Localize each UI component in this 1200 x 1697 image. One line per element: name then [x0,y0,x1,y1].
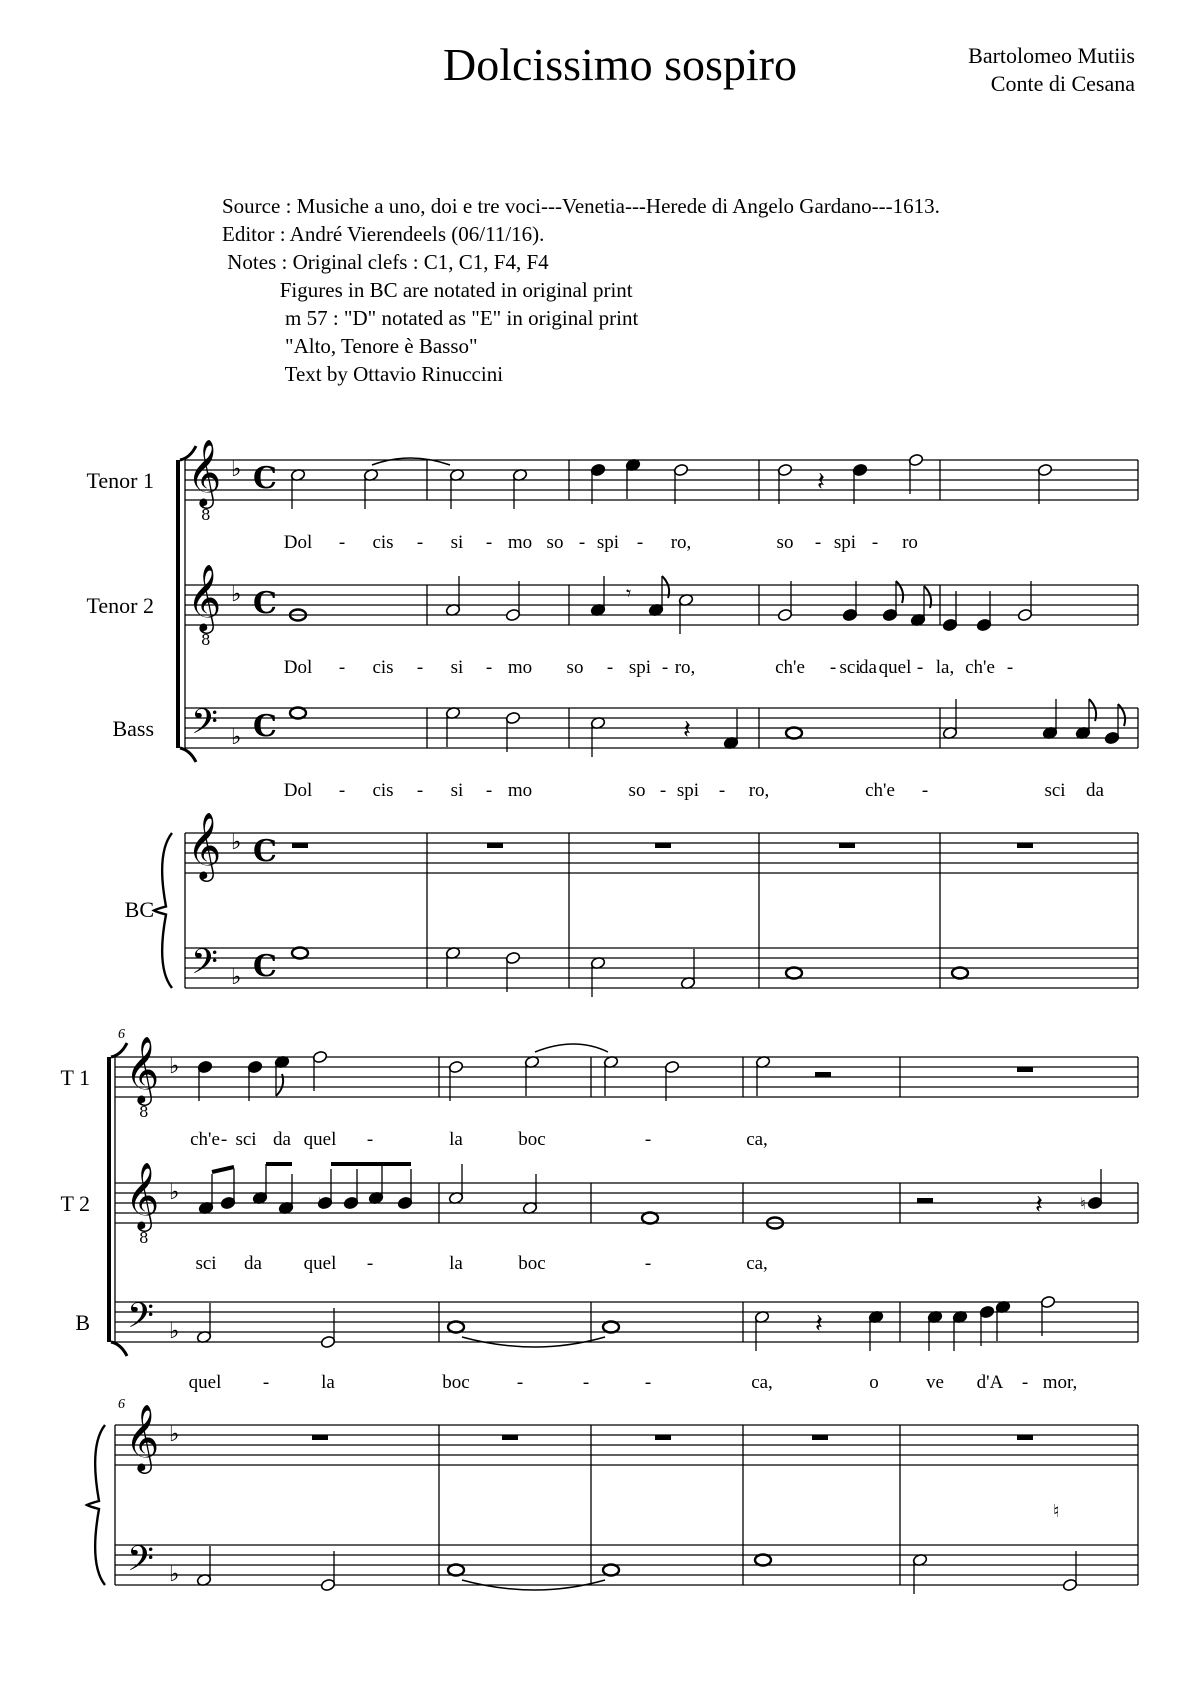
note-flag [896,581,903,603]
lyric-syllable: spi [676,780,700,801]
octave-digit: 8 [139,1229,149,1247]
key-flat: ♭ [231,830,242,855]
score-title: Dolcissimo sospiro [443,39,797,90]
lyric-syllable: spi [628,657,652,678]
whole-rest [839,843,855,848]
lyric-syllable: - [416,780,424,801]
whole-rest [812,1435,828,1440]
lyric-syllable: - [644,1372,652,1393]
octave-digit: 8 [201,506,211,524]
time-signature: C [253,949,277,984]
lyric-syllable: - [485,780,493,801]
bc-brace [87,1425,105,1585]
lyric-syllable: - [829,657,837,678]
key-flat: ♭ [231,725,242,750]
whole-note [786,728,802,739]
part-name: Tenor 1 [86,468,154,493]
part-name: B [75,1310,90,1335]
key-flat: ♭ [231,582,242,607]
lyric-syllable: - [718,780,726,801]
lyric-syllable: mo [507,532,533,553]
treble-clef-icon: 𝄞 [187,438,222,506]
lyric-syllable: Dol [283,532,313,553]
lyric-syllable: Dol [283,657,313,678]
lyric-syllable: - [644,1253,652,1274]
lyric-syllable: sci [195,1253,217,1274]
lyric-syllable: ro, [670,532,692,553]
bass-clef-icon: 𝄢 [127,1538,155,1587]
lyric-syllable: - [644,1129,652,1150]
whole-note [952,968,968,979]
bass-clef-icon: 𝄢 [191,701,219,750]
lyric-syllable: - [921,780,929,801]
lyric-syllable: quel [303,1129,337,1150]
whole-note [292,948,308,959]
figured-bass-natural: ♮ [1053,1501,1060,1522]
whole-note [786,968,802,979]
natural-sign: ♮ [1080,1194,1086,1213]
lyric-syllable: so [546,532,564,553]
lyric-syllable: cis [372,657,394,678]
lyric-syllable: - [661,657,669,678]
natural-sign: ♮ [318,1194,324,1213]
time-signature: C [253,834,277,869]
lyric-syllable: boc [518,1129,546,1150]
treble-clef-icon: 𝄞 [125,1403,160,1471]
notes-line: m 57 : "D" notated as "E" in original print [222,306,639,330]
lyric-syllable: da [1086,780,1104,801]
beam [212,1167,234,1172]
whole-rest [1017,1435,1033,1440]
treble-clef-icon: 𝄞 [187,563,222,631]
lyric-syllable: si [450,532,464,553]
lyric-syllable: ro, [748,780,770,801]
lyric-syllable: si [450,657,464,678]
lyric-syllable: quel [303,1253,337,1274]
lyric-syllable: - [220,1129,228,1150]
part-bracket [107,1057,111,1342]
lyric-syllable: la [449,1129,463,1150]
lyric-syllable: si [450,780,464,801]
whole-note [603,1322,619,1333]
key-flat: ♭ [231,457,242,482]
notes-line: Figures in BC are notated in original print [222,278,633,302]
lyric-syllable: o [869,1372,879,1393]
whole-rest [487,843,503,848]
lyric-syllable: - [582,1372,590,1393]
half-rest [815,1072,831,1077]
part-name: Tenor 2 [86,593,154,618]
lyric-syllable: cis [372,780,394,801]
notes-line: Text by Ottavio Rinuccini [222,362,504,386]
lyric-syllable: - [416,532,424,553]
whole-note [448,1322,464,1333]
lyric-syllable: - [1006,657,1014,678]
lyric-syllable: la [449,1253,463,1274]
lyric-syllable: - [606,657,614,678]
part-name: T 2 [60,1191,90,1216]
lyric-syllable: so [566,657,584,678]
lyric-syllable: ca, [746,1129,768,1150]
lyric-syllable: - [338,780,346,801]
eighth-rest: 𝄾 [626,581,632,605]
lyric-syllable: mor, [1042,1372,1078,1393]
quarter-rest: 𝄽 [815,1309,823,1339]
lyric-syllable: - [366,1129,374,1150]
quarter-rest: 𝄽 [1035,1190,1043,1220]
key-flat: ♭ [169,1562,180,1587]
note-flag [1118,704,1125,726]
lyric-syllable: ro, [674,657,696,678]
quarter-rest: 𝄽 [683,715,691,745]
part-name: Bass [112,716,154,741]
quarter-rest: 𝄽 [817,467,825,497]
bass-clef-icon: 𝄢 [191,941,219,990]
lyric-syllable: ch'e [865,780,895,801]
lyric-syllable: Dol [283,780,313,801]
time-signature: C [253,709,277,744]
lyric-syllable: la [321,1372,335,1393]
composer-title: Conte di Cesana [990,71,1135,96]
whole-note [448,1565,464,1576]
whole-rest [292,843,308,848]
lyric-syllable: spi [833,532,857,553]
whole-rest [655,1435,671,1440]
octave-digit: 8 [139,1103,149,1121]
whole-rest [655,843,671,848]
lyric-syllable: ca, [746,1253,768,1274]
lyric-syllable: spi [596,532,620,553]
lyric-syllable: - [916,657,924,678]
treble-clef-icon: 𝄞 [125,1035,160,1103]
part-name: T 1 [60,1065,90,1090]
key-flat: ♭ [169,1319,180,1344]
key-flat: ♭ [169,1180,180,1205]
lyric-syllable: - [262,1372,270,1393]
measure-number: 6 [118,1397,125,1412]
whole-rest [1017,1067,1033,1072]
lyric-syllable: da [244,1253,262,1274]
octave-digit: 8 [201,631,211,649]
lyric-syllable: ro [902,532,918,553]
lyric-syllable: sci [1044,780,1066,801]
lyric-syllable: la, [935,657,955,678]
composer-name: Bartolomeo Mutiis [968,43,1135,68]
source-line: Source : Musiche a uno, doi e tre voci---Venetia---Herede di Angelo Gardano---1613. [222,194,940,218]
part-bracket [176,460,180,748]
bracket-hook [111,1342,127,1356]
lyric-syllable: d'A [976,1372,1004,1393]
lyric-syllable: ca, [751,1372,773,1393]
whole-rest [502,1435,518,1440]
whole-note [603,1565,619,1576]
whole-rest [1017,843,1033,848]
lyric-syllable: - [485,532,493,553]
key-flat: ♭ [231,965,242,990]
lyric-syllable: quel [878,657,912,678]
measure-number: 6 [118,1027,125,1042]
lyric-syllable: ch'e [965,657,995,678]
treble-clef-icon: 𝄞 [187,811,222,879]
lyric-syllable: - [366,1253,374,1274]
lyric-syllable: da [859,657,877,678]
whole-note [755,1555,771,1566]
time-signature: C [253,586,277,621]
bracket-hook [180,748,196,762]
lyric-syllable: - [578,532,586,553]
whole-note [290,708,306,719]
lyric-syllable: mo [507,780,533,801]
tie [372,458,450,465]
lyric-syllable: - [485,657,493,678]
lyric-syllable: - [416,657,424,678]
part-name: BC [124,896,154,922]
whole-note [642,1213,658,1224]
lyric-syllable: - [659,780,667,801]
lyric-syllable: boc [518,1253,546,1274]
lyric-syllable: da [273,1129,291,1150]
lyric-syllable: ch'e [190,1129,220,1150]
editor-line: Editor : André Vierendeels (06/11/16). [222,222,545,246]
lyric-syllable: sci [235,1129,257,1150]
notes-line: "Alto, Tenore è Basso" [222,334,478,358]
bc-brace [154,833,172,988]
lyric-syllable: boc [442,1372,470,1393]
lyric-syllable: - [516,1372,524,1393]
half-rest [917,1198,933,1203]
lyric-syllable: so [776,532,794,553]
whole-rest [312,1435,328,1440]
lyric-syllable: - [636,532,644,553]
time-signature: C [253,461,277,496]
lyric-syllable: cis [372,532,394,553]
lyric-syllable: - [814,532,822,553]
lyric-syllable: sci [839,657,861,678]
lyric-syllable: so [628,780,646,801]
lyric-syllable: - [871,532,879,553]
lyric-syllable: - [1021,1372,1029,1393]
treble-clef-icon: 𝄞 [125,1161,160,1229]
tie [535,1044,608,1052]
bass-clef-icon: 𝄢 [127,1295,155,1344]
lyric-syllable: quel [188,1372,222,1393]
lyric-syllable: ve [926,1372,944,1393]
lyric-syllable: mo [507,657,533,678]
lyric-syllable: ch'e [775,657,805,678]
lyric-syllable: - [338,532,346,553]
notes-line: Notes : Original clefs : C1, C1, F4, F4 [222,250,549,274]
lyric-syllable: - [338,657,346,678]
key-flat: ♭ [169,1422,180,1447]
key-flat: ♭ [169,1054,180,1079]
